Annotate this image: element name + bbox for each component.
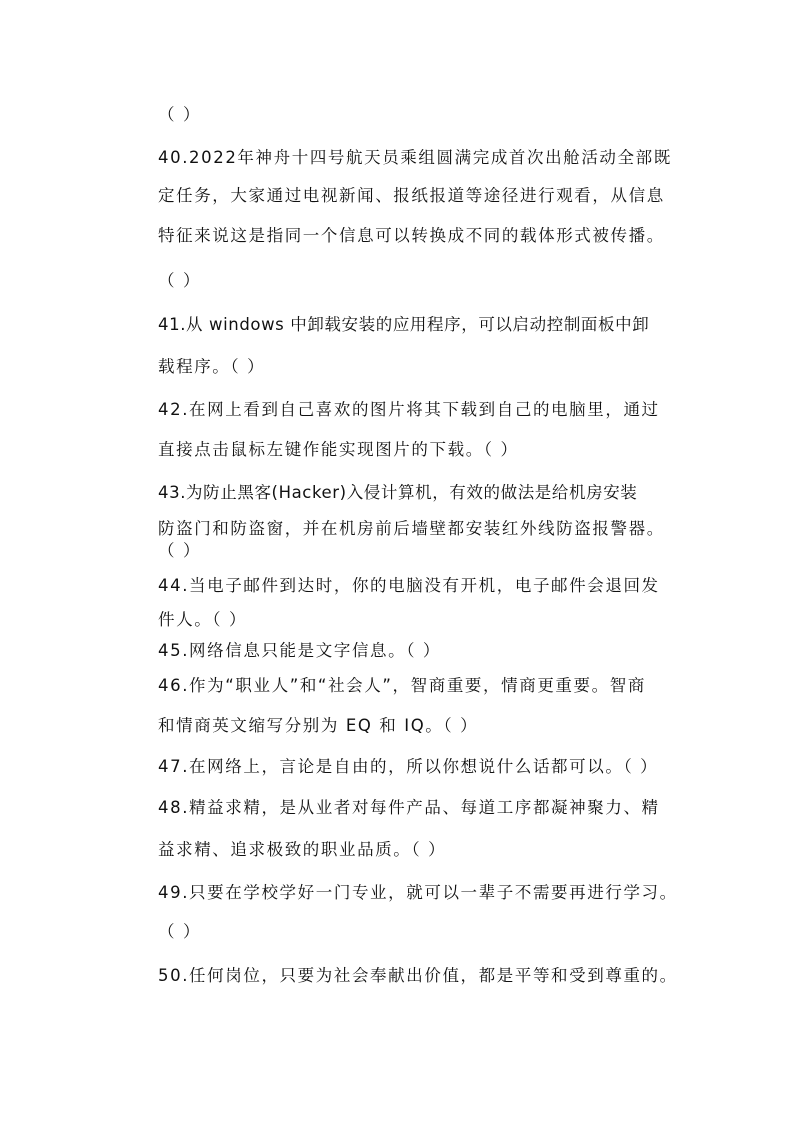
question-49-line-1: 49.只要在学校学好一门专业，就可以一辈子不需要再进行学习。 bbox=[158, 883, 678, 902]
question-50: 50.任何岗位，只要为社会奉献出价值，都是平等和受到尊重的。 bbox=[158, 966, 678, 985]
question-43-answer-blank: （ ） bbox=[158, 541, 202, 560]
question-48-line-1: 48.精益求精，是从业者对每件产品、每道工序都凝神聚力、精 bbox=[158, 798, 660, 817]
question-41-line-2: 载程序。（ ） bbox=[158, 357, 266, 376]
question-44-line-1: 44.当电子邮件到达时，你的电脑没有开机，电子邮件会退回发 bbox=[158, 576, 660, 595]
question-49-answer-blank: （ ） bbox=[158, 922, 202, 941]
question-43-line-2: 防盗门和防盗窗，并在机房前后墙壁都安装红外线防盗报警器。 bbox=[158, 519, 665, 538]
question-45: 45.网络信息只能是文字信息。（ ） bbox=[158, 641, 442, 660]
question-47: 47.在网络上，言论是自由的，所以你想说什么话都可以。（ ） bbox=[158, 757, 659, 776]
question-42-line-1: 42.在网上看到自己喜欢的图片将其下载到自己的电脑里，通过 bbox=[158, 400, 660, 419]
question-40-line-2: 定任务，大家通过电视新闻、报纸报道等途径进行观看，从信息 bbox=[158, 186, 665, 205]
question-40-line-1: 40.2022年神舟十四号航天员乘组圆满完成首次出舱活动全部既 bbox=[158, 148, 672, 167]
question-42-line-2: 直接点击鼠标左键作能实现图片的下载。（ ） bbox=[158, 440, 519, 459]
question-43-line-1: 43.为防止黑客(Hacker)入侵计算机，有效的做法是给机房安装 bbox=[158, 483, 638, 502]
question-40-line-3: 特征来说这是指同一个信息可以转换成不同的载体形式被传播。 bbox=[158, 226, 665, 245]
question-46-line-2: 和情商英文缩写分别为 EQ 和 IQ。（ ） bbox=[158, 716, 479, 735]
question-46-line-1: 46.作为“职业人”和“社会人”，智商重要，情商更重要。智商 bbox=[158, 676, 646, 695]
question-44-line-2: 件人。（ ） bbox=[158, 610, 248, 629]
answer-blank: （ ） bbox=[158, 105, 202, 124]
question-41-line-1: 41.从 windows 中卸载安装的应用程序，可以启动控制面板中卸 bbox=[158, 315, 650, 334]
question-40-answer-blank: （ ） bbox=[158, 271, 202, 290]
question-48-line-2: 益求精、追求极致的职业品质。（ ） bbox=[158, 840, 447, 859]
